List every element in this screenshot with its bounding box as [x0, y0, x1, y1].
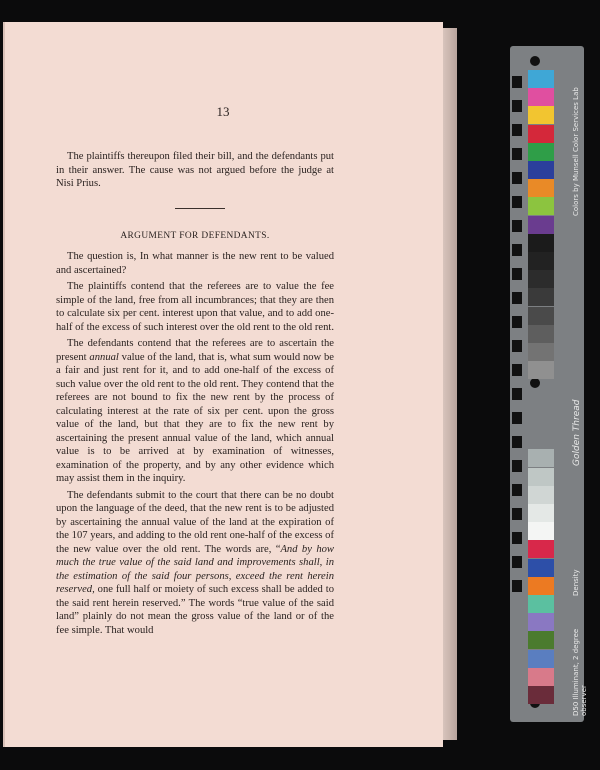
scale-tick: [512, 76, 522, 88]
color-swatch: [528, 468, 554, 486]
scale-tick: [512, 340, 522, 352]
color-swatch: [528, 613, 554, 631]
scale-tick: [512, 268, 522, 280]
color-swatch: [528, 668, 554, 686]
color-swatch: [528, 179, 554, 197]
paragraph-defendants-submit: The defendants submit to the court that there can be no doubt upon the language of the deed, that the new rent is to be adjusted by ascertaining the annual value of the land at the expiration of the 107 years, and adding to the old rent one-half of the excess of the new value over the old rent. The words are, “And by how much the true value of the said land and improvements shall, in the estimation of the said four persons, exceed the rent herein reserved, one full half or moiety of such excess shall be added to the said rent herein reserved.” The words “true value of the said land” plainly do not mean the gross value of the land or of the fee simple. That would: [56, 489, 334, 636]
color-swatch: [528, 686, 554, 704]
color-swatch: [528, 288, 554, 306]
scale-tick: [512, 244, 522, 256]
paragraph-plaintiffs: The plaintiffs contend that the referees are to value the fee simple of the land, free from all incumbrances; that they are then to calculate six per cent. interest upon that value, and to add one-half of the excess of such interest over the old rent to the old rent.: [56, 281, 334, 333]
scale-tick: [512, 148, 522, 160]
color-swatch: [528, 449, 554, 467]
scale-tick: [512, 412, 522, 424]
chart-hole-top: [530, 56, 540, 66]
scale-tick: [512, 436, 522, 448]
color-swatch: [528, 234, 554, 252]
color-swatch: [528, 361, 554, 379]
section-divider: [175, 208, 225, 209]
section-heading: ARGUMENT FOR DEFENDANTS.: [120, 231, 270, 241]
color-swatch: [528, 252, 554, 270]
color-swatch: [528, 88, 554, 106]
paragraph-question: The question is, In what manner is the new rent to be valued and ascertained?: [56, 251, 334, 276]
color-swatch: [528, 522, 554, 540]
scale-tick: [512, 460, 522, 472]
scale-tick: [512, 364, 522, 376]
color-swatch: [528, 486, 554, 504]
scale-tick: [512, 196, 522, 208]
scale-tick: [512, 220, 522, 232]
chart-hole-middle: [530, 378, 540, 388]
chart-density-label: Density: [572, 569, 580, 596]
page-edge: [443, 28, 457, 740]
chart-golden-thread: Golden Thread: [572, 399, 582, 466]
scale-tick: [512, 508, 522, 520]
color-swatch: [528, 559, 554, 577]
scale-tick: [512, 532, 522, 544]
color-swatch: [528, 577, 554, 595]
intro-paragraph: The plaintiffs thereupon filed their bill, and the defendants put in their answer. The cause was not argued before the judge at Nisi Prius.: [56, 151, 334, 189]
color-swatch: [528, 143, 554, 161]
color-swatch: [528, 540, 554, 558]
paragraph-defendants-contend: The defendants contend that the referees are to ascertain the present annual value of the land, that is, what sum would now be a fair and just rent for it, and to add one-half of the excess of such value over the old rent to the old rent. They contend that the referees are not bound to fix the new rent by the process of calculating interest at the rate of six per cent. upon the gross value of the land, but that they are to fix the new rent by ascertaining the present annual value of the land, which annual value is to be arrived at by examination of witnesses, examination of the property, and by any other evidence which may assist them in the inquiry.: [56, 338, 335, 484]
color-swatch: [528, 343, 554, 361]
color-swatch: [528, 307, 554, 325]
scale-tick: [512, 388, 522, 400]
color-swatch: [528, 650, 554, 668]
scale-tick: [512, 580, 522, 592]
color-swatch: [528, 216, 554, 234]
color-swatch: [528, 197, 554, 215]
color-swatch: [528, 70, 554, 88]
scale-tick: [512, 316, 522, 328]
document-page: [3, 22, 443, 747]
color-swatch: [528, 106, 554, 124]
scale-tick: [512, 124, 522, 136]
color-swatch: [528, 595, 554, 613]
color-swatch: [528, 325, 554, 343]
scale-tick: [512, 292, 522, 304]
scale-tick: [512, 172, 522, 184]
color-swatch: [528, 270, 554, 288]
body-text: [56, 250, 334, 637]
chart-illuminant-text: D50 Illuminant, 2 degree observer: [572, 628, 588, 716]
color-calibration-chart: [510, 46, 588, 722]
color-swatch: [528, 125, 554, 143]
color-swatch: [528, 504, 554, 522]
scale-tick: [512, 100, 522, 112]
scale-tick: [512, 556, 522, 568]
chart-brand-text: Colors by Munsell Color Services Lab: [572, 87, 580, 216]
color-swatch: [528, 631, 554, 649]
scale-tick: [512, 484, 522, 496]
color-swatch: [528, 161, 554, 179]
page-number: 13: [216, 104, 230, 119]
